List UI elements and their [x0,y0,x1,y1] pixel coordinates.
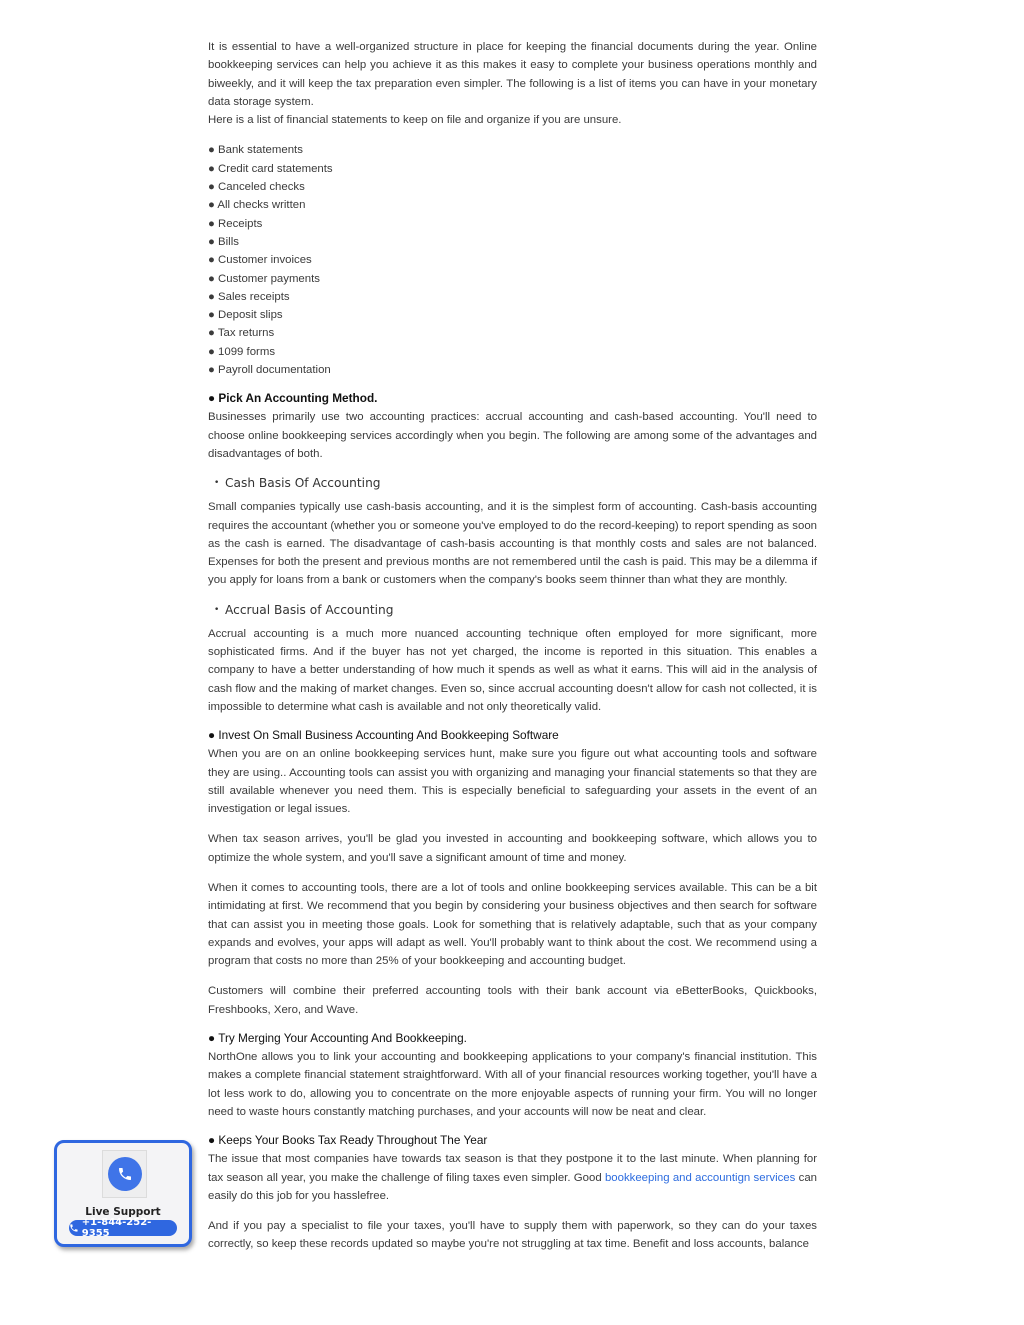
tax-ready-text-end: can easily do this job for you hasslefree. [208,1171,817,1202]
invest-paragraph-4: Customers will combine their preferred accounting tools with their bank account via eBetterBooks, Quickbooks, Freshbooks, Xero, and Wave. [208,985,817,1016]
invest-paragraph-1: When you are on an online bookkeeping services hunt, make sure you figure out what accounting tools and software they are using.. Accounting tools can assist you with organizing and managing your financial statements so that they are still available whenever you need them. This is especially beneficial to safeguarding your assets in the event of an investigation or legal issues. [208,748,817,816]
live-support-widget[interactable] [54,1140,192,1247]
phone-button[interactable] [108,1157,142,1191]
tax-ready-heading: ● Keeps Your Books Tax Ready Throughout The Year [208,1133,488,1148]
intro-note: Here is a list of financial statements to keep on file and organize if you are unsure. [208,114,622,127]
invest-paragraph-3: When it comes to accounting tools, there are a lot of tools and online bookkeeping services available. This can be a bit intimidating at first. We recommend that you begin by considering your business objectives and then search for software that can assist you in meeting those goals. Look for something that is relatively adaptable, such that as your company expands and evolves, your apps will adapt as well. You'll probably want to think about the cost. We recommend using a program that costs no more than 25% of your bookkeeping and accounting budget. [208,881,817,968]
list-item: ● Payroll documentation [208,364,331,377]
tax-ready-paragraph [208,1150,817,1205]
list-item: ● Customer payments [208,272,320,285]
accrual-basis-title: Accrual Basis of Accounting [225,602,394,617]
tax-ready-paragraph-2: And if you pay a specialist to file your taxes, you'll have to supply them with paperwork, so they can do your taxes correctly, so keep these records updated so maybe you're not struggling at tax time. Benefit and loss accounts, balance [208,1220,817,1251]
list-item: ● Sales receipts [208,290,290,303]
statements-list [208,141,817,379]
invest-heading: ● Invest On Small Business Accounting And Bookkeeping Software [208,728,559,743]
phone-number-button[interactable] [69,1217,177,1239]
accrual-basis-heading [208,601,817,620]
article-body [208,38,817,1254]
method-heading: ● Pick An Accounting Method. [208,391,378,406]
phone-icon [117,1166,133,1182]
live-support-title: Live Support [85,1206,161,1218]
cash-basis-paragraph: Small companies typically use cash-basis accounting, and it is the simplest form of accounting. Cash-basis accounting requires the accountant (whether you or someone you've employed to do the record-keeping) to report spending as soon as the cash is earned. The disadvantage of cash-basis accounting is that monthly costs and sales are not balanced. Expenses for both the present and previous months are not remembered until the cash is paid. This may be a dilemma if you apply for loans from a bank or customers when the company's books seem thinner than what they are monthly. [208,501,817,587]
list-item: ● Bank statements [208,144,303,157]
accrual-basis-paragraph: Accrual accounting is a much more nuanced accounting technique often employed for more significant, more sophisticated firms. And if the buyer has not yet charged, the income is reported in this situation. This enables a company to have a better understanding of how much it spends as well as what it earns. This will aid in the analysis of cash flow and the making of market changes. Even so, since accrual accounting doesn't allow for cash not collected, it is impossible to determine what cash is available and not only theoretically valid. [208,627,817,713]
merge-heading: ● Try Merging Your Accounting And Bookkeeping. [208,1031,467,1046]
cash-basis-title: Cash Basis Of Accounting [225,476,381,491]
list-item: ● Receipts [208,217,263,230]
phone-icon-box[interactable] [102,1150,147,1198]
tax-ready-text: The issue that most companies have towards tax season is that they postpone it to the last minute. When planning for tax season all year, you make the challenge of filing taxes even simpler. Good [208,1153,817,1184]
phone-small-icon [69,1223,79,1233]
list-item: ● Credit card statements [208,162,333,175]
intro-paragraph: It is essential to have a well-organized structure in place for keeping the financial documents during the year. Online bookkeeping services can help you achieve it as this makes it easy to complete your business operations monthly and biweekly, and it will keep the tax preparation even simpler. The following is a list of items you can have in your monetary data storage system. [208,41,817,108]
method-paragraph: Businesses primarily use two accounting practices: accrual accounting and cash-based accounting. You'll need to choose online bookkeeping services accordingly when you begin. The following are among some of the advantages and disadvantages of both. [208,411,817,460]
bullet-icon: • [214,604,220,615]
list-item: ● Deposit slips [208,309,283,322]
bullet-icon: • [214,478,220,489]
list-item: ● Canceled checks [208,181,305,194]
list-item: ● Tax returns [208,327,275,340]
list-item: ● Customer invoices [208,254,312,267]
bookkeeping-services-link[interactable]: bookkeeping and accountign services [604,1171,796,1184]
list-item: ● All checks written [208,199,306,212]
cash-basis-heading [208,474,817,493]
merge-paragraph: NorthOne allows you to link your accounting and bookkeeping applications to your company's financial institution. This makes a complete financial statement straightforward. With all of your financial resources working together, you'll have a lot less work to do, allowing you to concentrate on the more enjoyable aspects of running your firm. You will no longer need to waste hours constantly matching purchases, and your accounts will now be neat and clear. [208,1051,817,1118]
invest-paragraph-2: When tax season arrives, you'll be glad you invested in accounting and bookkeeping software, which allows you to optimize the whole system, and you'll save a significant amount of time and money. [208,833,817,864]
list-item: ● Bills [208,235,239,248]
list-item: ● 1099 forms [208,345,276,358]
phone-number: +1-844-252-9355 [81,1217,152,1239]
